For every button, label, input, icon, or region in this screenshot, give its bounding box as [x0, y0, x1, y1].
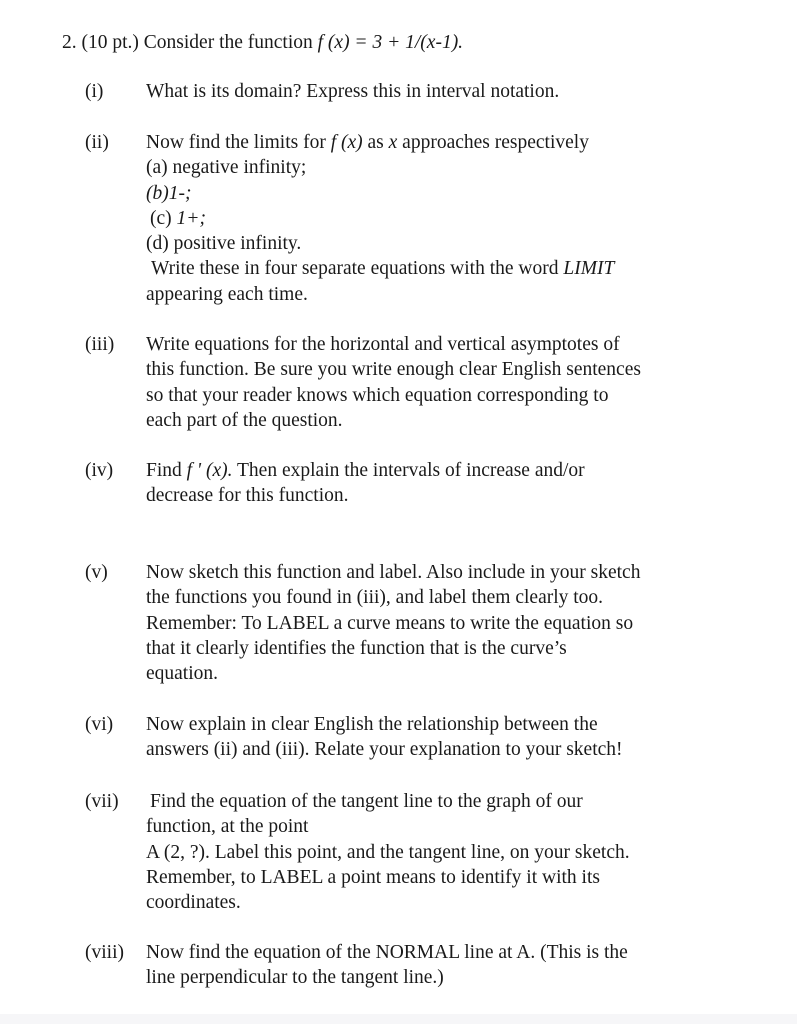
- text-line: Find the equation of the tangent line to the graph of our: [150, 791, 583, 812]
- problem-number: 2.: [62, 32, 77, 53]
- limit-c-label: (c): [150, 207, 177, 229]
- text-line: Write equations for the horizontal and vertical asymptotes of: [146, 334, 620, 355]
- item-label: (vi): [85, 714, 114, 735]
- write-instruction-pre: Write these in four separate equations with the word: [151, 258, 564, 280]
- text-line: function, at the point: [146, 816, 309, 838]
- text-line: answers (ii) and (iii). Relate your explanation to your sketch!: [146, 739, 623, 761]
- item-text: [146, 940, 757, 991]
- limit-c-value: 1+;: [176, 207, 206, 229]
- limits-intro-line: [146, 130, 757, 155]
- problem-intro: Consider the function: [143, 32, 313, 53]
- item-text: [146, 332, 757, 433]
- item-label: (vii): [85, 791, 119, 812]
- text-line: line perpendicular to the tangent line.): [146, 967, 444, 989]
- limit-b-text: (b)1-;: [146, 182, 192, 204]
- item-label: (i): [85, 81, 104, 102]
- text-line: this function. Be sure you write enough clear English sentences: [146, 359, 641, 381]
- item-label: (v): [85, 562, 108, 583]
- text-line: Remember: To LABEL a curve means to write the equation so: [146, 612, 634, 634]
- item-label: (iv): [85, 460, 114, 481]
- text-line: Now sketch this function and label. Also include in your sketch: [146, 562, 641, 583]
- limit-d-line: (d) positive infinity.: [146, 233, 302, 255]
- write-instruction-line-2: appearing each time.: [146, 283, 308, 305]
- derivative-line: [146, 458, 757, 483]
- text-line: so that your reader knows which equation corresponding to: [146, 384, 609, 406]
- page-bottom-edge: [0, 1014, 797, 1024]
- limit-c-line: [146, 206, 757, 231]
- item-text: [146, 560, 757, 686]
- item-label: (viii): [85, 942, 124, 963]
- item-text: [146, 458, 757, 509]
- limits-intro-variable: x: [388, 132, 398, 153]
- write-instruction-word: LIMIT: [563, 258, 615, 280]
- limit-b-line: [146, 181, 757, 206]
- problem-function: f (x) = 3 + 1/(x-1).: [317, 32, 464, 53]
- problem-points: (10 pt.): [81, 32, 139, 53]
- text-line: each part of the question.: [146, 409, 343, 431]
- limits-intro-post: approaches respectively: [397, 132, 589, 153]
- item-text: [146, 789, 757, 915]
- item-label: (ii): [85, 132, 109, 153]
- derivative-function: f ' (x).: [186, 460, 233, 481]
- text-line: coordinates.: [146, 892, 241, 914]
- text-line: Now find the equation of the NORMAL line at A. (This is the: [146, 942, 628, 963]
- derivative-pre: Find: [146, 460, 187, 481]
- limits-intro-pre: Now find the limits for: [146, 132, 331, 153]
- text-line: Remember, to LABEL a point means to identify it with its: [146, 866, 600, 888]
- item-text: [146, 79, 757, 104]
- derivative-post: Then explain the intervals of increase and/or: [232, 460, 585, 481]
- limits-intro-mid: as: [362, 132, 389, 153]
- item-text: [146, 712, 757, 763]
- text-line: equation.: [146, 663, 219, 685]
- text-line: decrease for this function.: [146, 485, 349, 507]
- item-label: (iii): [85, 334, 115, 355]
- text-line: the functions you found in (iii), and label them clearly too.: [146, 587, 604, 609]
- write-instruction-line: [146, 256, 757, 281]
- item-text: [146, 130, 757, 307]
- limits-intro-function: f (x): [330, 132, 363, 153]
- text-line: A (2, ?). Label this point, and the tangent line, on your sketch.: [146, 841, 630, 863]
- limit-a-line: (a) negative infinity;: [146, 157, 307, 179]
- problem-header: [62, 30, 463, 55]
- text-line: What is its domain? Express this in interval notation.: [146, 81, 560, 102]
- text-line: that it clearly identifies the function that is the curve’s: [146, 637, 567, 659]
- text-line: Now explain in clear English the relationship between the: [146, 714, 598, 735]
